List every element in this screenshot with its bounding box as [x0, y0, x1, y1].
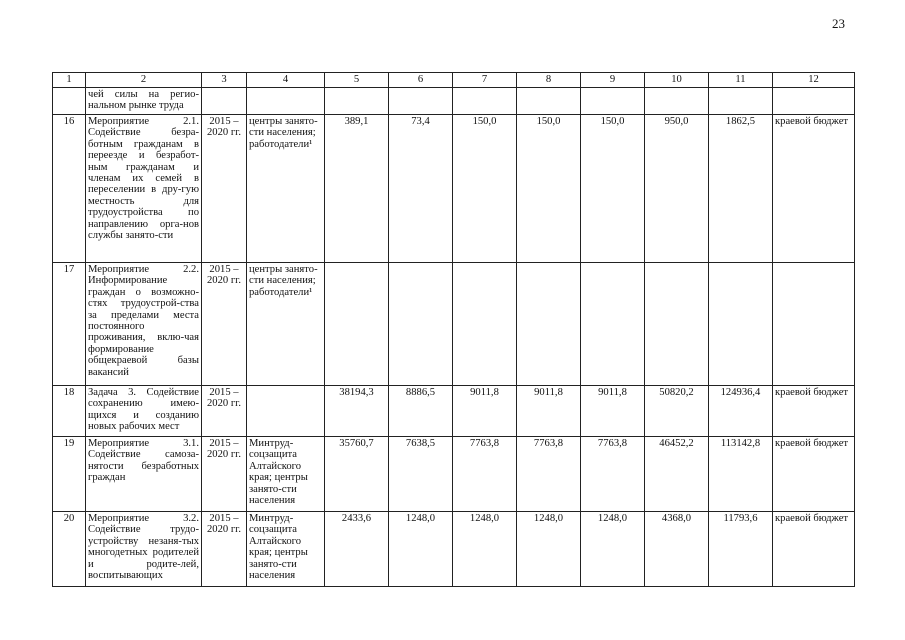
column-header: 5 — [325, 73, 389, 88]
value-cell: 35760,7 — [325, 437, 389, 512]
value-cell — [517, 263, 581, 386]
executor-cell — [247, 386, 325, 437]
value-cell: 2433,6 — [325, 512, 389, 587]
value-cell — [581, 263, 645, 386]
funding-source-cell: краевой бюджет — [773, 512, 855, 587]
value-cell: 7763,8 — [517, 437, 581, 512]
activity-name-cell: Мероприятие 3.2. Содействие трудо-устройству незаня-тых многодетных родителей и родите-лей, воспитывающих — [86, 512, 202, 587]
value-cell: 7763,8 — [581, 437, 645, 512]
value-cell — [453, 88, 517, 115]
value-cell: 150,0 — [517, 115, 581, 263]
table-row — [53, 437, 855, 512]
column-header: 3 — [202, 73, 247, 88]
executor-cell: центры занято-сти населения; работодатели¹ — [247, 263, 325, 386]
value-cell: 1248,0 — [517, 512, 581, 587]
value-cell: 7763,8 — [453, 437, 517, 512]
value-cell: 113142,8 — [709, 437, 773, 512]
row-number-cell: 17 — [53, 263, 86, 386]
period-cell: 2015 – 2020 гг. — [202, 512, 247, 587]
value-cell — [453, 263, 517, 386]
value-cell: 8886,5 — [389, 386, 453, 437]
value-cell: 124936,4 — [709, 386, 773, 437]
value-cell: 1248,0 — [389, 512, 453, 587]
value-cell: 4368,0 — [645, 512, 709, 587]
value-cell: 950,0 — [645, 115, 709, 263]
value-cell: 9011,8 — [581, 386, 645, 437]
activity-name-cell: Мероприятие 3.1. Содействие самоза-нятости безработных граждан — [86, 437, 202, 512]
funding-source-cell — [773, 263, 855, 386]
value-cell: 46452,2 — [645, 437, 709, 512]
value-cell — [645, 263, 709, 386]
table-row — [53, 115, 855, 263]
column-header: 12 — [773, 73, 855, 88]
period-cell — [202, 88, 247, 115]
value-cell: 9011,8 — [517, 386, 581, 437]
executor-cell: центры занято-сти населения; работодатели¹ — [247, 115, 325, 263]
table-row — [53, 263, 855, 386]
executor-cell: Минтруд-соцзащита Алтайского края; центры занято-сти населения — [247, 437, 325, 512]
period-cell: 2015 – 2020 гг. — [202, 115, 247, 263]
column-header: 8 — [517, 73, 581, 88]
activity-name-cell: чей силы на регио-нальном рынке труда — [86, 88, 202, 115]
executor-cell — [247, 88, 325, 115]
value-cell: 1248,0 — [453, 512, 517, 587]
table-row — [53, 512, 855, 587]
column-number-header-row — [53, 73, 855, 88]
column-header: 1 — [53, 73, 86, 88]
page-number: 23 — [832, 16, 845, 31]
value-cell: 1248,0 — [581, 512, 645, 587]
value-cell: 150,0 — [453, 115, 517, 263]
row-number-cell — [53, 88, 86, 115]
table-row — [53, 386, 855, 437]
activity-name-cell: Мероприятие 2.1. Содействие безра-ботным гражданам в переезде и безработ-ным гражданам и членам их семей в переселении в дру-гую местность для трудоустройства по направлению орга-нов службы занято-сти — [86, 115, 202, 263]
value-cell — [389, 88, 453, 115]
funding-source-cell: краевой бюджет — [773, 115, 855, 263]
activity-name-cell: Задача 3. Содействие сохранению имею-щихся и созданию новых рабочих мест — [86, 386, 202, 437]
row-number-cell: 18 — [53, 386, 86, 437]
column-header: 9 — [581, 73, 645, 88]
column-header: 2 — [86, 73, 202, 88]
column-header: 4 — [247, 73, 325, 88]
value-cell — [517, 88, 581, 115]
value-cell: 73,4 — [389, 115, 453, 263]
value-cell — [645, 88, 709, 115]
value-cell: 11793,6 — [709, 512, 773, 587]
value-cell — [709, 263, 773, 386]
value-cell: 389,1 — [325, 115, 389, 263]
row-number-cell: 19 — [53, 437, 86, 512]
value-cell: 9011,8 — [453, 386, 517, 437]
program-activities-table — [52, 72, 855, 587]
column-header: 7 — [453, 73, 517, 88]
period-cell: 2015 – 2020 гг. — [202, 263, 247, 386]
value-cell: 150,0 — [581, 115, 645, 263]
value-cell — [581, 88, 645, 115]
column-header: 10 — [645, 73, 709, 88]
funding-source-cell — [773, 88, 855, 115]
column-header: 6 — [389, 73, 453, 88]
value-cell — [325, 263, 389, 386]
row-number-cell: 20 — [53, 512, 86, 587]
value-cell: 50820,2 — [645, 386, 709, 437]
value-cell — [709, 88, 773, 115]
funding-source-cell: краевой бюджет — [773, 437, 855, 512]
period-cell: 2015 – 2020 гг. — [202, 386, 247, 437]
activity-name-cell: Мероприятие 2.2. Информирование граждан о возможно-стях трудоустрой-ства за пределами места постоянного проживания, вклю-чая формирование общекраевой базы вакансий — [86, 263, 202, 386]
row-number-cell: 16 — [53, 115, 86, 263]
value-cell: 1862,5 — [709, 115, 773, 263]
period-cell: 2015 – 2020 гг. — [202, 437, 247, 512]
funding-source-cell: краевой бюджет — [773, 386, 855, 437]
column-header: 11 — [709, 73, 773, 88]
executor-cell: Минтруд-соцзащита Алтайского края; центры занято-сти населения — [247, 512, 325, 587]
value-cell: 7638,5 — [389, 437, 453, 512]
continuation-row — [53, 88, 855, 115]
value-cell — [389, 263, 453, 386]
value-cell — [325, 88, 389, 115]
value-cell: 38194,3 — [325, 386, 389, 437]
